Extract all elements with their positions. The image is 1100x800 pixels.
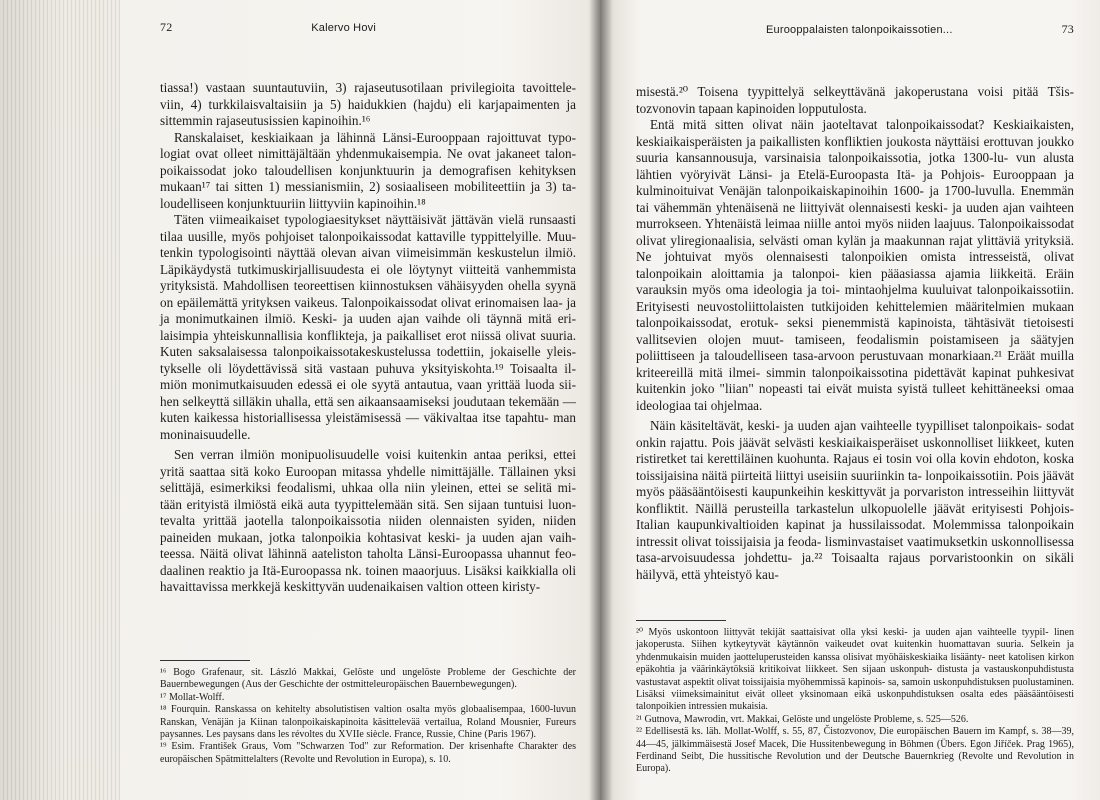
body-text-right bbox=[636, 84, 1074, 583]
footnote-rule bbox=[636, 620, 726, 621]
footnote: ²¹ Gutnova, Mawrodin, vrt. Makkai, Gelöste und ungelöste Probleme, s. 525—526. bbox=[636, 713, 969, 725]
running-head-left bbox=[160, 20, 576, 48]
footnote: ¹⁹ Esim. František Graus, Vom "Schwarzen Tod" zur Reformation. Der krisenhafte Charakter des europäischen Spätmittelalters (Revolte und Revolution in Europa), s. 10. bbox=[160, 741, 576, 765]
footnotes-left bbox=[160, 650, 576, 766]
footnote: ²⁰ Myös uskontoon liittyvät tekijät saattaisivat olla yksi keski- ja uuden ajan vaihteelle tyypil- linen jakoperusta. Siihen kytkeytyvät käytännön vaikeudet ovat kuitenkin huomattavan suuria. Selkein ja yhdenmukaisin muiden jaotteluperusteiden kanssa olisivat myöhäiskeskiaika lisäänty- neet katolisen kirkon epäkohtia ja väärinkäytöksiä kritikoivat liikkeet. Sen sijaan uskonpuh- distusta ja vastauskonpuhdistusta vastustavat aspektit olivat toissijaisia myöhemmissä kapinois- sa, samoin uskonpuhdistuksen puolustaminen. Lisäksi viimeksimainitut eivät olleet yksinomaan eikä uskonpuhdistuksen osalta edes pääsääntöisesti talonpoikien intressien mukaisia. bbox=[636, 627, 1074, 713]
paragraph: Sen verran ilmiön monipuolisuudelle voisi kuitenkin antaa periksi, ettei yritä saattaa sitä koko Euroopan mitassa yhdelle nimittäjälle. Tällainen yksi selittäjä, esimerkiksi feodalismi, uhkaa olla niin yleinen, ettei se selitä mi- tään erityistä ilmiöstä eikä auta tyypittelemään sitä. Sen sijaan tuntuisi luon- tevalta yrittää jaotella talonpoikaissotia niiden olennaisten syiden, niiden paineiden mukaan, jotka talonpoikia kohtasivat keski- ja uuden ajan vaih- teessa. Näitä olivat lähinnä aateliston taholta Länsi-Euroopassa uhannut feo- daalinen reaktio ja Itä-Euroopassa nk. toinen maaorjuus. Lisäksi kaikkialla oli havaittavissa merkkejä keskittyvän uudenaikaisen valtion otteen kiristy- bbox=[160, 447, 576, 594]
footnote: ¹⁷ Mollat-Wolff. bbox=[160, 691, 225, 703]
body-text-left bbox=[160, 80, 576, 596]
page-number-left: 72 bbox=[160, 20, 173, 34]
paragraph: Ranskalaiset, keskiaikaan ja lähinnä Länsi-Eurooppaan rajoittuvat typo- logiat ovat olleet nimittäjältään yhdenmukaisempia. Ne ovat jakaneet talon- poikaissodat joko taloudellisen konjunktuurin ja demografisen kehityksen mukaan¹⁷ tai sitten 1) messianismiin, 2) sosiaaliseen mobiliteettiin ja 3) ta- loudelliseen konjunktuuriin liittyviin kapinoihin.¹⁸ bbox=[160, 129, 576, 211]
paragraph: tiassa!) vastaan suuntautuviin, 3) rajaseutusotilaan privilegioita tavoittele- viin, 4) turkkilaisvaltaisiin ja 5) haidukkien (hajdu) eli karjapaimenten ja sittemmin rajaseutusissien kapinoihin.¹⁶ bbox=[160, 80, 576, 128]
footnotes-right bbox=[636, 610, 1074, 776]
gutter-shadow bbox=[588, 0, 612, 800]
footnote: ¹⁶ Bogo Grafenaur, sit. László Makkai, Gelöste und ungelöste Probleme der Geschichte der Bauernbewegungen (Aus der Geschichte der ostmitteleuropäischen Bauernbewegungen). bbox=[160, 667, 576, 691]
running-head-title: Eurooppalaisten talonpoikaissotien... bbox=[766, 24, 953, 36]
page-edges bbox=[0, 0, 120, 800]
page-number-right: 73 bbox=[1061, 22, 1074, 36]
footnote-rule bbox=[160, 660, 250, 661]
running-head-right bbox=[636, 22, 1074, 50]
right-page bbox=[600, 0, 1100, 800]
footnote: ²² Edellisestä ks. läh. Mollat-Wolff, s. 55, 87, Čistozvonov, Die europäischen Bauern im Kampf, s. 38—39, 44—45, jälkimmäisestä Josef Macek, Die Hussitenbewegung in Böhmen (Übers. Egon Jiříček. Prag 1965), Ferdinand Seibt, Die hussitische Revolution und der Deutsche Bauernkrieg (Revolte und Revolution in Europa). bbox=[636, 726, 1074, 775]
paragraph: misestä.²⁰ Toisena tyypittelyä selkeyttävänä jakoperustana voisi pitää Tšis- tozvonovin tapaan kapinoiden lopputulosta. bbox=[636, 84, 1074, 116]
running-head-author: Kalervo Hovi bbox=[311, 22, 376, 34]
footnote: ¹⁸ Fourquin. Ranskassa on kehitelty absolutistisen valtion osalta myös globaalisempaa, 1600-luvun Ranskan, Venäjän ja Kiinan talonpoikaiskapinoita käsittelevää vertailua, Roland Mousnier, Fureurs paysannes. Les paysans dans les révoltes du XVIIe siècle. France, Russie, Chine (Paris 1967). bbox=[160, 704, 576, 741]
paragraph: Täten viimeaikaiset typologiaesitykset näyttäisivät jättävän vielä runsaasti tilaa uusille, myös pohjoiset talonpoikaissodat kattaville typpittelyille. Muu- tenkin typologisointi näyttää olevan aivan viimeisimmän keskustelun ilmiö. Läpikäydystä tutkimuskirjallisuudesta ei ole löytynyt viitteitä vanhemmista yrityksistä. Mahdollisen teoreettisen kiinnostuksen vähäisyyden ohella syynä on epäilemättä yrityksen vaikeus. Talonpoikaissodat olivat erinomaisen laa- ja ja monimutkainen ilmiö. Keski- ja uuden ajan vaihde oli täynnä mitä eri- laisimpia yhteiskunnallisia konflikteja, ja paikalliset erot niissä olivat suuria. Kuten saksalaisessa talonpoikaissotakeskustelussa todettiin, jokaiselle yleis- tykselle oli löydettävissä sitä vastaan puhuva yksityiskohta.¹⁹ Toisaalta il- miön monimutkaisuuden edessä ei ole syytä antautua, vaan yrittää luoda sii- hen selkeyttä silläkin uhalla, että sen aikaansaamiseksi joudutaan tekemään — kuten kaikessa historiallisessa yleistämisessä — väkivaltaa itse tapahtu- man moninaisuudelle. bbox=[160, 212, 576, 442]
paragraph: Näin käsiteltävät, keski- ja uuden ajan vaihteelle tyypilliset talonpoikais- sodat onkin rajattu. Pois jäävät selvästi keskiaikaisperäiset uskonnolliset liikkeet, kuten ristiretket tai kerettiläinen kuohunta. Rajaus ei tosin voi olla kovin ehdoton, koska toissijaisina näitä piirteitä liittyi useisiin suuriinkin ta- lonpoikaissotiin. Pois jäävät myös pääsääntöisesti kaupunkeihin keskittyvät ja porvariston intresseihin liittyvät konfliktit. Näillä perusteilla tarkastelun ulkopuolelle jäävät erityisesti Pohjois-Italian kaupunkivaltioiden kapinat ja hussilaissodat. Molemmissa talonpoikain intressit olivat toissijaisia ja feoda- lisminvastaiset vaatimuksetkin uskonnollisessa tasa-arvoisuudessa johdettu- ja.²² Toisaalta rajaus porvaristoonkin on sikäli häilyvä, että yhteistyö kau- bbox=[636, 418, 1074, 582]
paragraph: Entä mitä sitten olivat näin jaoteltavat talonpoikaissodat? Keskiaikaisten, keskiaikaisperäisten ja paikallisten konfliktien joukosta näyttäisi erottuvan joukko suuria kansannousuja, varsinaisia talonpoikaissotia, jotka 1300-lu- vun alusta lähtien vyöryivät Länsi- ja Etelä-Euroopasta Itä- ja Pohjois- Eurooppaan ja kulminoituivat Venäjän talonpoikaiskapinoihin 1600- ja 1700-luvulla. Enemmän tai vähemmän yhtenäisenä ne liittyivät olennaisesti keski- ja uuden ajan vaihteen murrokseen. Yhtenäistä leimaa niille antoi myös niiden laajuus. Talonpoikaissodat olivat yliregionaalisia, selvästi oman kylän ja maakunnan rajat ylittäviä yrityksiä. Ne johtuivat myös olennaisesti talonpoikien omista intresseistä, olivat talonpoikain aloittamia ja talonpoi- kien pääasiassa ajamia liikkeitä. Eräin varauksin myös oma ideologia ja toi- mintaohjelma kuuluivat talonpoikaissotiin. Erityisesti neuvostoliittolaisten tutkijoiden kehittelemien määritelmien mukaan talonpoikaissodat, erotuk- seksi pienemmistä kapinoista, tähtäsivät tietoisesti vallitsevien olojen muut- tamiseen, feodalismin poistamiseen ja säätyjen poliittiseen ja taloudelliseen tasa-arvoon perustuvaan monarkiaan.²¹ Eräät muilla kriteereillä mitä ilmei- simmin talonpoikaissotina pidettävät kapinat puhkesivat kuitenkin joko "liian" nopeasti tai eivät muista syistä tulleet kehittäneeksi omaa ideologiaa tai ohjelmaa. bbox=[636, 117, 1074, 413]
